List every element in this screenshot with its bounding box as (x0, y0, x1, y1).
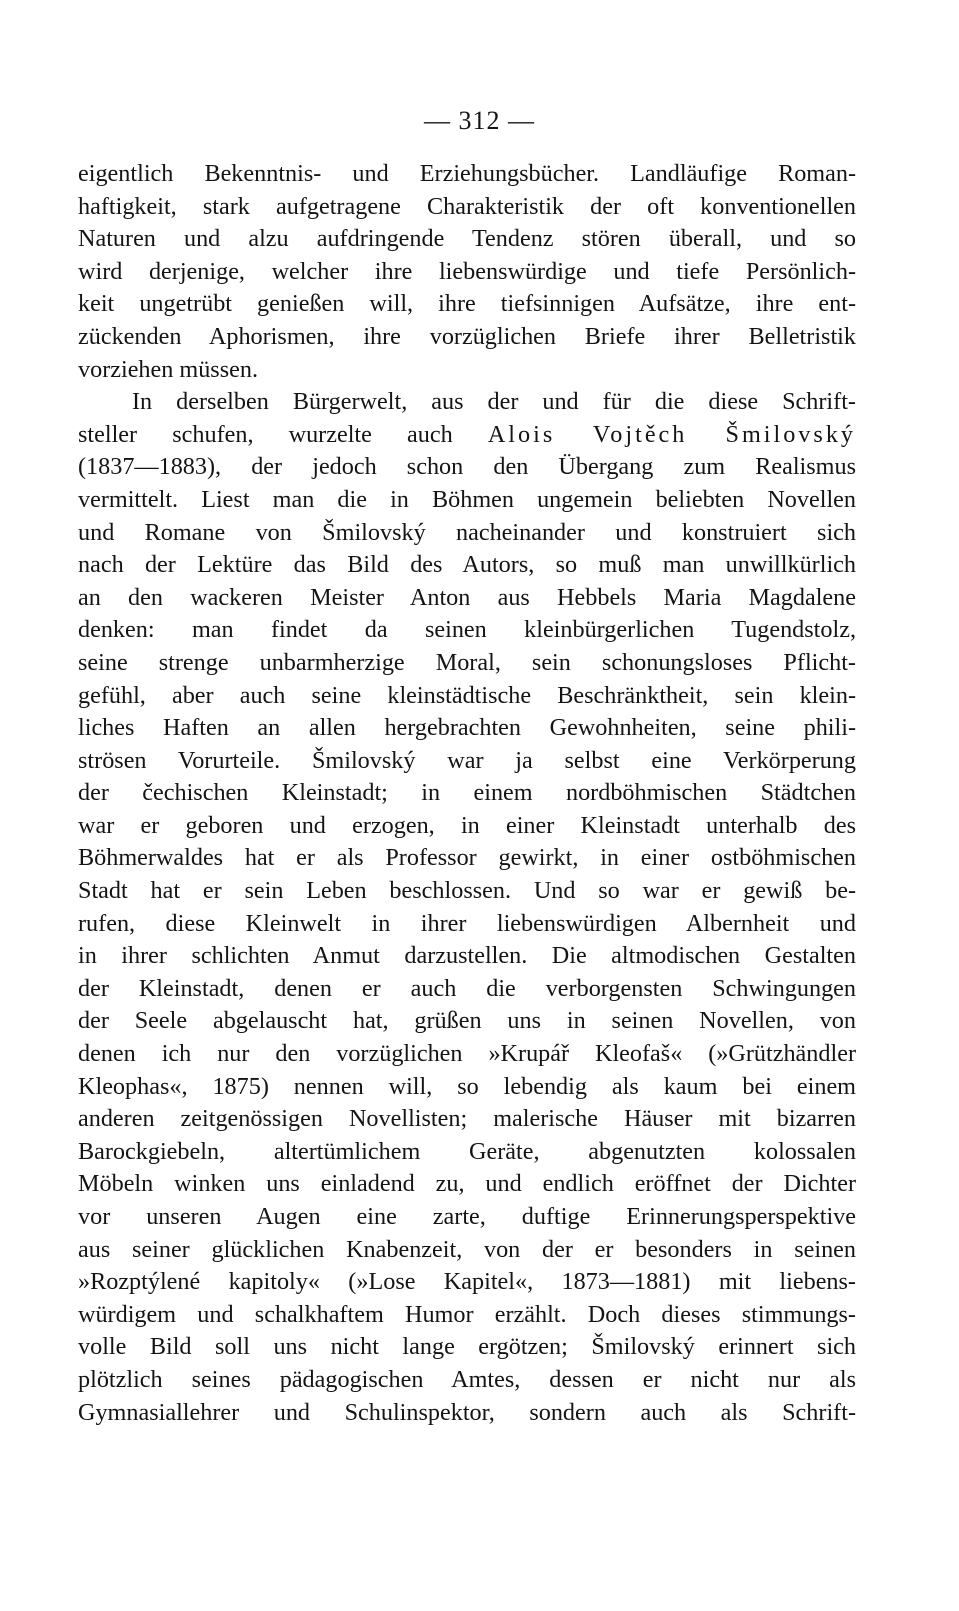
text-line: Barockgiebeln, altertümlichem Geräte, abgenutzten kolossalen (78, 1137, 856, 1165)
text-line: der čechischen Kleinstadt; in einem nordböhmischen Städtchen (78, 779, 856, 807)
text-line: Möbeln winken uns einladend zu, und endlich eröffnet der Dichter (78, 1170, 856, 1198)
body-text (78, 158, 856, 1429)
text-line: und Romane von Šmilovský nacheinander und konstruiert sich (78, 518, 856, 546)
text-line: »Rozptýlené kapitoly« (»Lose Kapitel«, 1873—1881) mit liebens- (78, 1268, 856, 1296)
text-line: keit ungetrübt genießen will, ihre tiefsinnigen Aufsätze, ihre ent- (78, 290, 856, 318)
text-line: denken: man findet da seinen kleinbürgerlichen Tugendstolz, (78, 616, 856, 644)
text-line: gefühl, aber auch seine kleinstädtische Beschränktheit, sein klein- (78, 681, 856, 709)
text-line: Kleophas«, 1875) nennen will, so lebendig als kaum bei einem (78, 1072, 856, 1100)
text-line: würdigem und schalkhaftem Humor erzählt. Doch dieses stimmungs- (78, 1300, 856, 1328)
text-line: nach der Lektüre das Bild des Autors, so muß man unwillkürlich (78, 551, 856, 579)
text-line: liches Haften an allen hergebrachten Gewohnheiten, seine phili- (78, 714, 856, 742)
text-line: vorziehen müssen. (78, 355, 259, 383)
paragraph-1 (78, 158, 856, 386)
text-line: rufen, diese Kleinwelt in ihrer liebenswürdigen Albernheit und (78, 909, 856, 937)
text-line: denen ich nur den vorzüglichen »Krupář Kleofaš« (»Grützhändler (78, 1040, 856, 1068)
page-number: — 312 — (424, 106, 535, 135)
text-line: plötzlich seines pädagogischen Amtes, dessen er nicht nur als (78, 1365, 856, 1393)
line-text: steller schufen, wurzelte auch (78, 420, 453, 448)
text-line: aus seiner glücklichen Knabenzeit, von der er besonders in seinen (78, 1235, 856, 1263)
text-line: In derselben Bürgerwelt, aus der und für die diese Schrift- (132, 388, 856, 416)
text-line: Stadt hat er sein Leben beschlossen. Und so war er gewiß be- (78, 877, 856, 905)
text-line: der Kleinstadt, denen er auch die verborgensten Schwingungen (78, 974, 856, 1002)
text-line: vor unseren Augen eine zarte, duftige Erinnerungsperspektive (78, 1203, 856, 1230)
paragraph-2 (78, 386, 856, 1429)
text-line: zückenden Aphorismen, ihre vorzüglichen Briefe ihrer Belletristik (78, 322, 856, 350)
text-line: Naturen und alzu aufdringende Tendenz stören überall, und so (78, 225, 856, 253)
text-line: strösen Vorurteile. Šmilovský war ja selbst eine Verkörperung (78, 746, 856, 774)
text-line: wird derjenige, welcher ihre liebenswürdige und tiefe Persönlich- (78, 257, 856, 285)
text-line: anderen zeitgenössigen Novellisten; malerische Häuser mit bizarren (78, 1105, 856, 1133)
author-name: Alois Vojtěch Šmilovský (487, 420, 857, 448)
text-line: in ihrer schlichten Anmut darzustellen. Die altmodischen Gestalten (78, 942, 856, 970)
text-line: war er geboren und erzogen, in einer Kleinstadt unterhalb des (78, 811, 856, 839)
text-line: Gymnasiallehrer und Schulinspektor, sondern auch als Schrift- (78, 1398, 856, 1426)
text-line: eigentlich Bekenntnis- und Erziehungsbücher. Landläufige Roman- (78, 160, 856, 187)
text-line: seine strenge unbarmherzige Moral, sein schonungsloses Pflicht- (78, 648, 856, 676)
text-line: Böhmerwaldes hat er als Professor gewirkt, in einer ostböhmischen (78, 844, 856, 872)
text-line: vermittelt. Liest man die in Böhmen ungemein beliebten Novellen (78, 485, 856, 513)
text-line: haftigkeit, stark aufgetragene Charakteristik der oft konventionellen (78, 192, 856, 220)
text-line: (1837—1883), der jedoch schon den Übergang zum Realismus (78, 453, 856, 481)
text-line: der Seele abgelauscht hat, grüßen uns in seinen Novellen, von (78, 1007, 856, 1035)
paragraph-2-lines (78, 451, 856, 1429)
text-line: an den wackeren Meister Anton aus Hebbels Maria Magdalene (78, 583, 856, 611)
text-line: volle Bild soll uns nicht lange ergötzen; Šmilovský erinnert sich (78, 1333, 856, 1361)
text-line (78, 419, 856, 452)
